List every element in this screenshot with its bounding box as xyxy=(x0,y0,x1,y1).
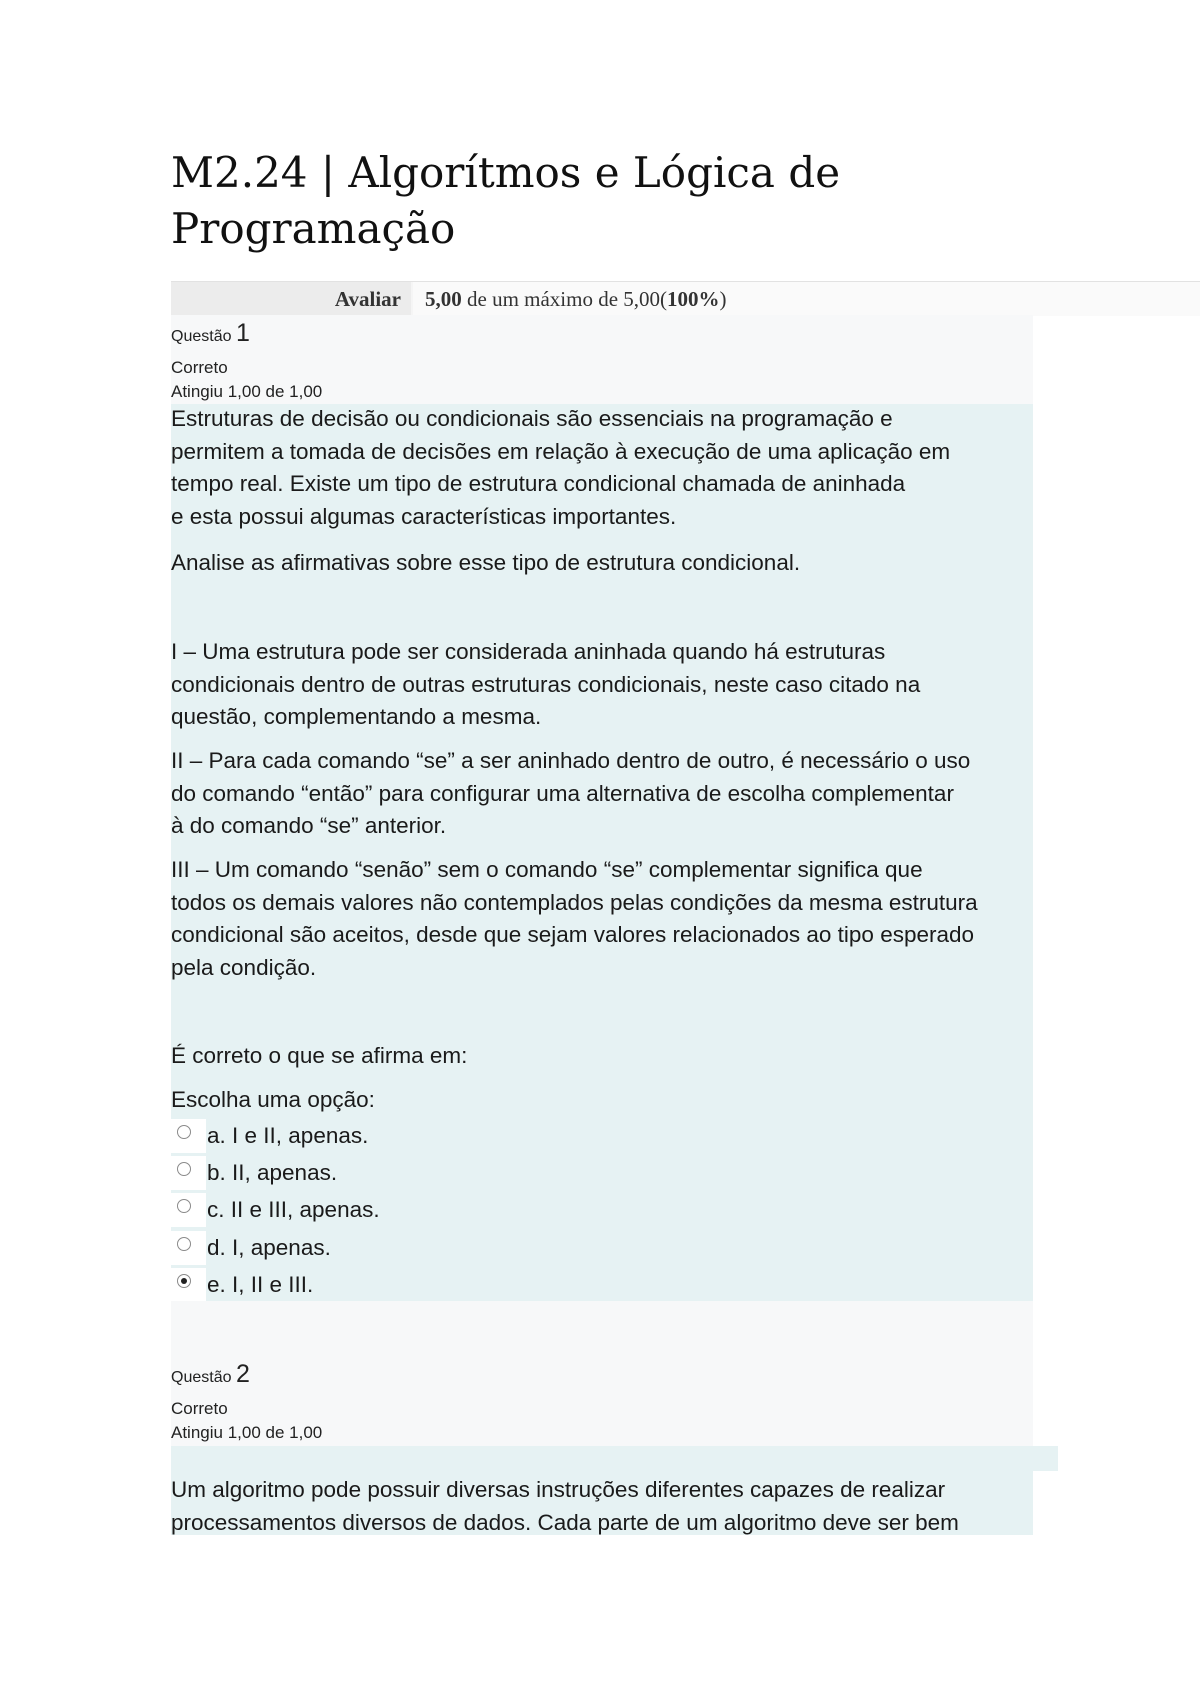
question-intro: Estruturas de decisão ou condicionais são essenciais na programação e permitem a tomada de decisões em relação à execução de uma aplicação em tempo real. Existe um tipo de estrutura condicional chamada de aninhada e esta possui algumas características importantes. xyxy=(171,406,951,529)
question-prompt: Analise as afirmativas sobre esse tipo de estrutura condicional. xyxy=(171,550,801,575)
question-status: Correto xyxy=(171,1399,228,1418)
radio-button-selected[interactable] xyxy=(177,1274,191,1288)
radio-button[interactable] xyxy=(177,1125,191,1139)
page-title-line-1: M2.24 | Algorítmos e Lógica de xyxy=(171,148,841,197)
question-points: Atingiu 1,00 de 1,00 xyxy=(171,1423,323,1442)
question-1-info xyxy=(171,315,1033,404)
grade-close: ) xyxy=(719,287,727,311)
grade-percent: 100% xyxy=(667,287,720,311)
radio-button[interactable] xyxy=(177,1162,191,1176)
question-status: Correto xyxy=(171,358,228,377)
statement-iii: III – Um comando “senão” sem o comando “se” complementar significa que todos os demais valores não contemplados pelas condições da mesma estrutura condicional são aceitos, desde que sejam valores relacionados ao tipo esperado pela condição. xyxy=(171,857,978,980)
radio-box xyxy=(171,1156,206,1190)
question-number-value: 1 xyxy=(235,319,250,347)
answer-label: d. I, apenas. xyxy=(207,1235,331,1260)
question-2-info xyxy=(171,1301,1033,1446)
radio-box xyxy=(171,1231,206,1265)
radio-box xyxy=(171,1193,206,1227)
answer-label: b. II, apenas. xyxy=(207,1160,338,1185)
question-prompt-final: É correto o que se afirma em: xyxy=(171,1043,468,1068)
radio-button[interactable] xyxy=(177,1199,191,1213)
question-number xyxy=(171,319,250,348)
grade-score: 5,00 xyxy=(425,287,462,311)
grade-label: Avaliar xyxy=(171,282,411,316)
question-number-value: 2 xyxy=(235,1360,250,1388)
radio-box xyxy=(171,1119,206,1153)
statement-i: I – Uma estrutura pode ser considerada aninhada quando há estruturas condicionais dentro de outras estruturas condicionais, neste caso citado na questão, complementando a mesma. xyxy=(171,639,921,729)
answer-label: c. II e III, apenas. xyxy=(207,1197,380,1222)
grade-summary xyxy=(171,281,1200,316)
question-1-text xyxy=(171,404,1033,1301)
question-label: Questão xyxy=(171,1369,232,1386)
question-number xyxy=(171,1360,250,1389)
choose-option-label: Escolha uma opção: xyxy=(171,1087,375,1112)
page-title-line-2: Programação xyxy=(171,204,456,253)
grade-middle: de um máximo de 5,00( xyxy=(461,287,668,311)
question-label: Questão xyxy=(171,328,232,345)
statement-ii: II – Para cada comando “se” a ser aninhado dentro de outro, é necessário o uso do comando “então” para configurar uma alternativa de escolha complementar à do comando “se” anterior. xyxy=(171,748,971,838)
radio-box xyxy=(171,1268,206,1302)
answer-label: a. I e II, apenas. xyxy=(207,1123,369,1148)
grade-value xyxy=(413,282,1200,316)
question-points: Atingiu 1,00 de 1,00 xyxy=(171,382,323,401)
question-2-text xyxy=(171,1446,1033,1535)
page-title xyxy=(171,145,1071,257)
answer-label: e. I, II e III. xyxy=(207,1272,314,1297)
question-intro: Um algoritmo pode possuir diversas instruções diferentes capazes de realizar processamentos diversos de dados. Cada parte de um algoritmo deve ser bem xyxy=(171,1477,959,1535)
radio-button[interactable] xyxy=(177,1237,191,1251)
